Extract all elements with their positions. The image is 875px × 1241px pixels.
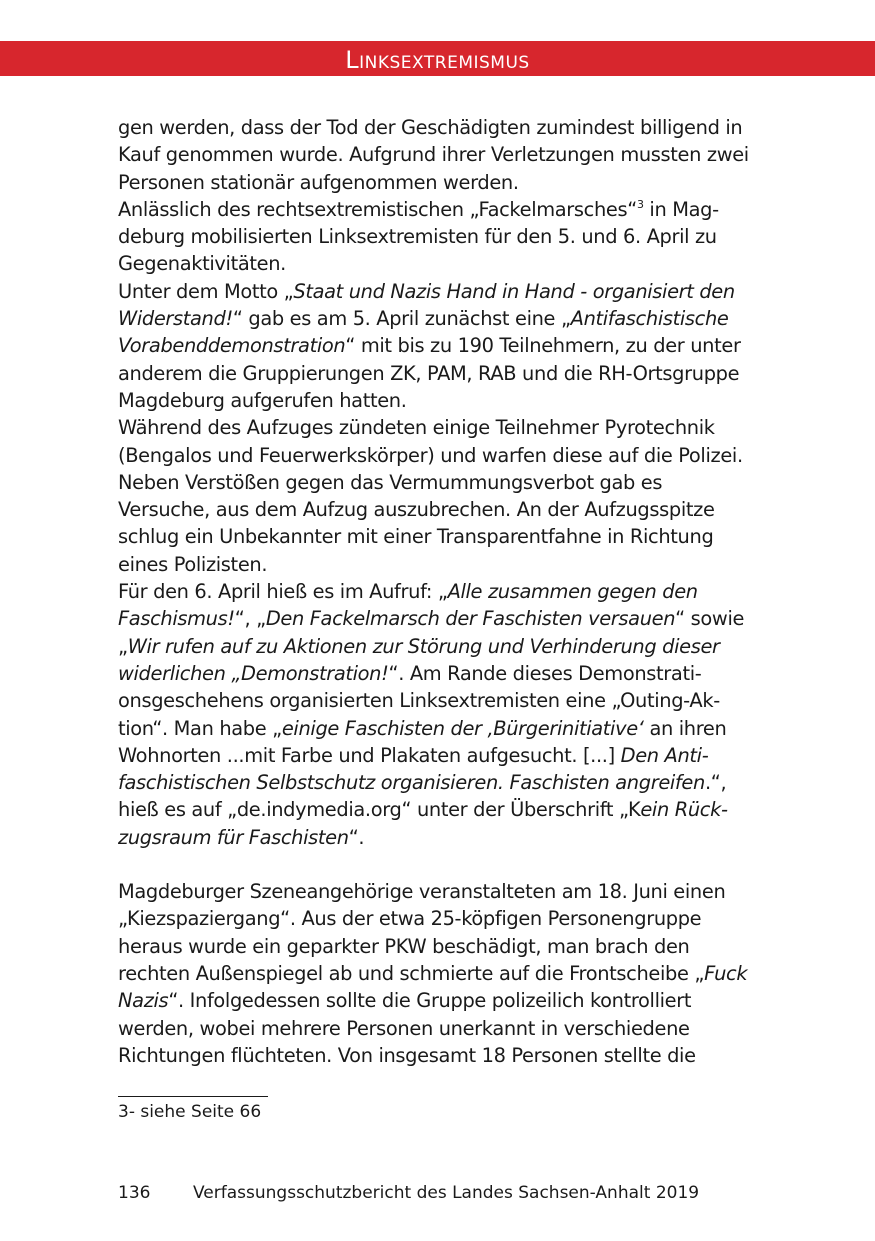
chapter-header-bar: [0, 41, 875, 76]
footnote-reference[interactable]: 3: [636, 197, 644, 211]
text-run: “ sowie „: [118, 607, 745, 658]
text-run: “, „: [234, 607, 266, 631]
footnote-separator: [118, 1096, 268, 1097]
quoted-text: Wir rufen auf zu Aktionen zur Störung und Verhinderung dieser widerlichen „Demonstration!: [118, 634, 720, 685]
text-run: Anlässlich des rechtsextremistischen „Fackelmarsches“: [118, 197, 637, 221]
quoted-text: Den Fackelmarsch der Faschisten versauen: [265, 607, 676, 631]
text-run: “. Am Rande dieses Demonstrationsgeschehens organisierten Linksextremisten eine „Outing-Aktion“. Man habe „: [118, 661, 721, 740]
quoted-text: einige Faschisten der ‚Bürgerinitiative‘: [281, 716, 644, 740]
quoted-text: ein Rückzugsraum für Faschisten: [118, 798, 728, 849]
text-run: Für den 6. April hieß es im Aufruf: „: [118, 580, 448, 604]
paragraph: [118, 878, 758, 1069]
paragraph: [118, 414, 758, 578]
chapter-title: Linksextremismus: [345, 46, 530, 74]
text-run: Magdeburger Szeneangehörige veranstalteten am 18. Juni einen „Kiezspaziergang“. Aus der etwa 25-köpfigen Personengruppe heraus wurde ein geparkter PKW beschädigt, man brach den rechten Außenspiegel ab und schmierte auf die Frontscheibe „: [118, 880, 726, 985]
quoted-text: Antifaschistische Vorabenddemonstration: [118, 307, 729, 358]
text-run: in Magdeburg mobilisierten Linksextremisten für den 5. und 6. April zu Gegenaktivitäten.: [118, 197, 720, 276]
paragraph: [118, 278, 758, 414]
publication-title: Verfassungsschutzbericht des Landes Sachsen-Anhalt 2019: [193, 1183, 700, 1203]
footnote: 3- siehe Seite 66: [118, 1102, 262, 1122]
text-run: Während des Aufzuges zündeten einige Teilnehmer Pyrotechnik (Bengalos und Feuerwerkskörper) und warfen diese auf die Polizei. Neben Verstößen gegen das Vermummungsverbot gab es Versuche, aus dem Aufzug auszubrechen. An der Aufzugsspitze schlug ein Unbekannter mit einer Transparentfahne in Richtung eines Polizisten.: [118, 416, 743, 576]
quoted-text: Alle zusammen gegen den Faschismus!: [118, 580, 698, 631]
paragraph: [118, 578, 758, 851]
paragraph: [118, 114, 758, 196]
quoted-text: Den Antifaschistischen Selbstschutz organisieren. Faschisten angreifen: [118, 743, 709, 795]
paragraph: [118, 196, 758, 278]
text-run: “ mit bis zu 190 Teilnehmern, zu der unter anderem die Gruppierungen ZK, PAM, RAB und die RH-Ortsgruppe Magdeburg aufgerufen hatten.: [118, 334, 741, 412]
text-run: gen werden, dass der Tod der Geschädigten zumindest billigend in Kauf genommen wurde. Aufgrund ihrer Verletzungen mussten zwei Personen stationär aufgenommen werden.: [118, 116, 749, 194]
text-run: Unter dem Motto „: [118, 279, 294, 303]
quoted-text: Staat und Nazis Hand in Hand - organisiert den Widerstand!: [118, 279, 735, 331]
text-run: “.: [348, 825, 365, 849]
text-run: “ gab es am 5. April zunächst eine „: [232, 307, 571, 331]
body-text: [118, 114, 758, 1069]
text-run: an ihren Wohnorten ...mit Farbe und Plakaten aufgesucht. [...]: [118, 716, 727, 767]
text-run: .“, hieß es auf „de.indymedia.org“ unter der Überschrift „K: [118, 771, 727, 822]
text-run: “. Infolgedessen sollte die Gruppe polizeilich kontrolliert werden, wobei mehrere Personen unerkannt in verschiedene Richtungen flüchteten. Von insgesamt 18 Personen stellte die: [118, 989, 696, 1067]
page-number: 136: [118, 1183, 151, 1203]
quoted-text: Fuck Nazis: [118, 961, 748, 1013]
